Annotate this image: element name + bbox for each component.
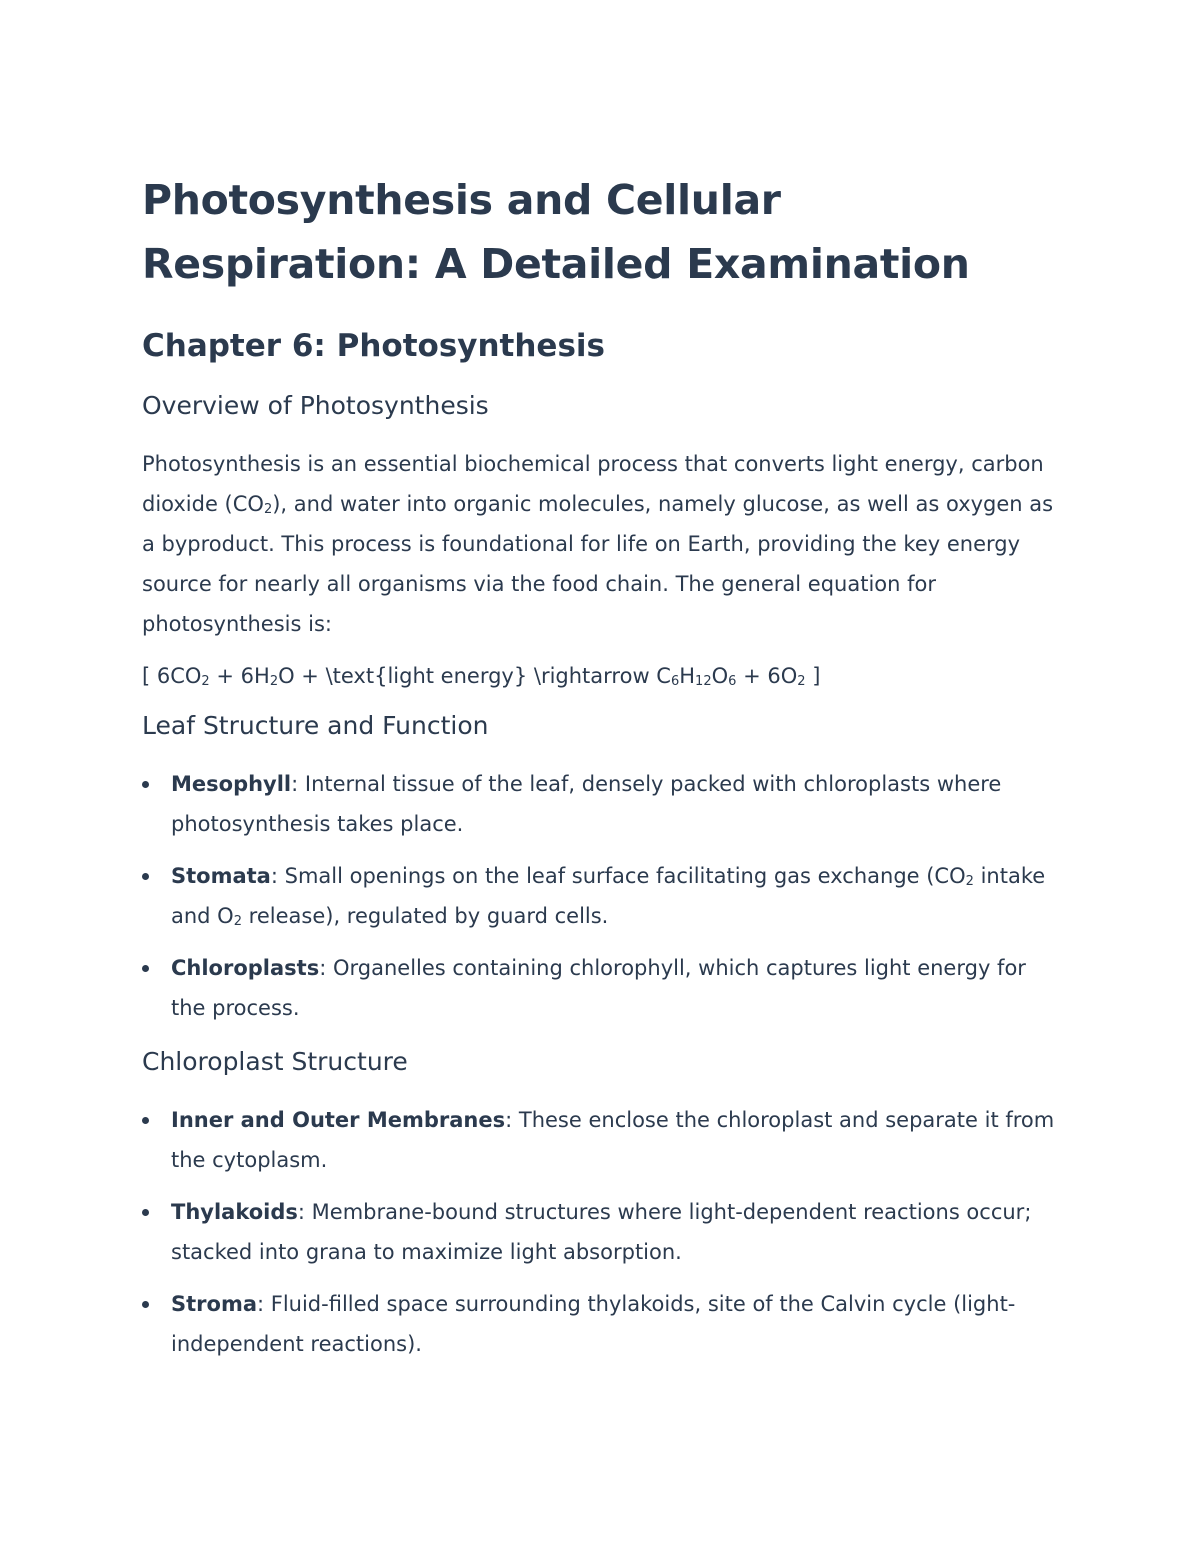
list-item-membranes xyxy=(142,1100,1062,1180)
section-heading-overview: Overview of Photosynthesis xyxy=(142,391,489,420)
bullet-icon xyxy=(142,873,149,880)
document-title: Photosynthesis and Cellular Respiration: A Detailed Examination xyxy=(142,176,970,288)
definition-chloroplasts: : Organelles containing chlorophyll, which captures light energy for the process. xyxy=(171,956,1026,1020)
term-mesophyll: Mesophyll xyxy=(171,772,292,796)
term-membranes: Inner and Outer Membranes xyxy=(171,1108,506,1132)
list-item-mesophyll xyxy=(142,764,1062,844)
document-page xyxy=(142,168,1062,1364)
bullet-icon xyxy=(142,781,149,788)
bullet-icon xyxy=(142,965,149,972)
bullet-icon xyxy=(142,1301,149,1308)
chloroplast-structure-list xyxy=(142,1100,1062,1364)
definition-thylakoids: : Membrane-bound structures where light-dependent reactions occur; stacked into grana to maximize light absorption. xyxy=(171,1200,1032,1264)
term-stomata: Stomata xyxy=(171,864,271,888)
list-item-chloroplasts xyxy=(142,948,1062,1028)
list-item-stroma xyxy=(142,1284,1062,1364)
bullet-icon xyxy=(142,1117,149,1124)
photosynthesis-equation: [ $6CO_2 + 6H_2O$ + \text{light energy} \rightarrow $C_6H_{12}O_6 + 6O_2$ ] xyxy=(142,664,821,689)
chapter-heading: Chapter 6: Photosynthesis xyxy=(142,328,605,364)
definition-stroma: : Fluid-filled space surrounding thylakoids, site of the Calvin cycle (light-independent reactions). xyxy=(171,1292,1016,1356)
leaf-structure-list xyxy=(142,764,1062,1028)
term-stroma: Stroma xyxy=(171,1292,257,1316)
term-thylakoids: Thylakoids xyxy=(171,1200,298,1224)
overview-paragraph: Photosynthesis is an essential biochemical process that converts light energy, carbon dioxide $(CO_2)$, and water into organic molecules, namely glucose, as well as oxygen as a byproduct. This process is foundational for life on Earth, providing the key energy source for nearly all organisms via the food chain. The general equation for photosynthesis is: xyxy=(142,452,1054,636)
section-heading-chloroplast: Chloroplast Structure xyxy=(142,1047,408,1076)
term-chloroplasts: Chloroplasts xyxy=(171,956,320,980)
list-item-thylakoids xyxy=(142,1192,1062,1272)
definition-mesophyll: : Internal tissue of the leaf, densely packed with chloroplasts where photosynthesis takes place. xyxy=(171,772,1002,836)
bullet-icon xyxy=(142,1209,149,1216)
list-item-stomata: Stomata: Small openings on the leaf surface facilitating gas exchange ($CO_2$ intake and $O_2$ release), regulated by guard cells. xyxy=(142,856,1062,936)
section-heading-leaf: Leaf Structure and Function xyxy=(142,711,489,740)
definition-membranes: : These enclose the chloroplast and separate it from the cytoplasm. xyxy=(171,1108,1055,1172)
